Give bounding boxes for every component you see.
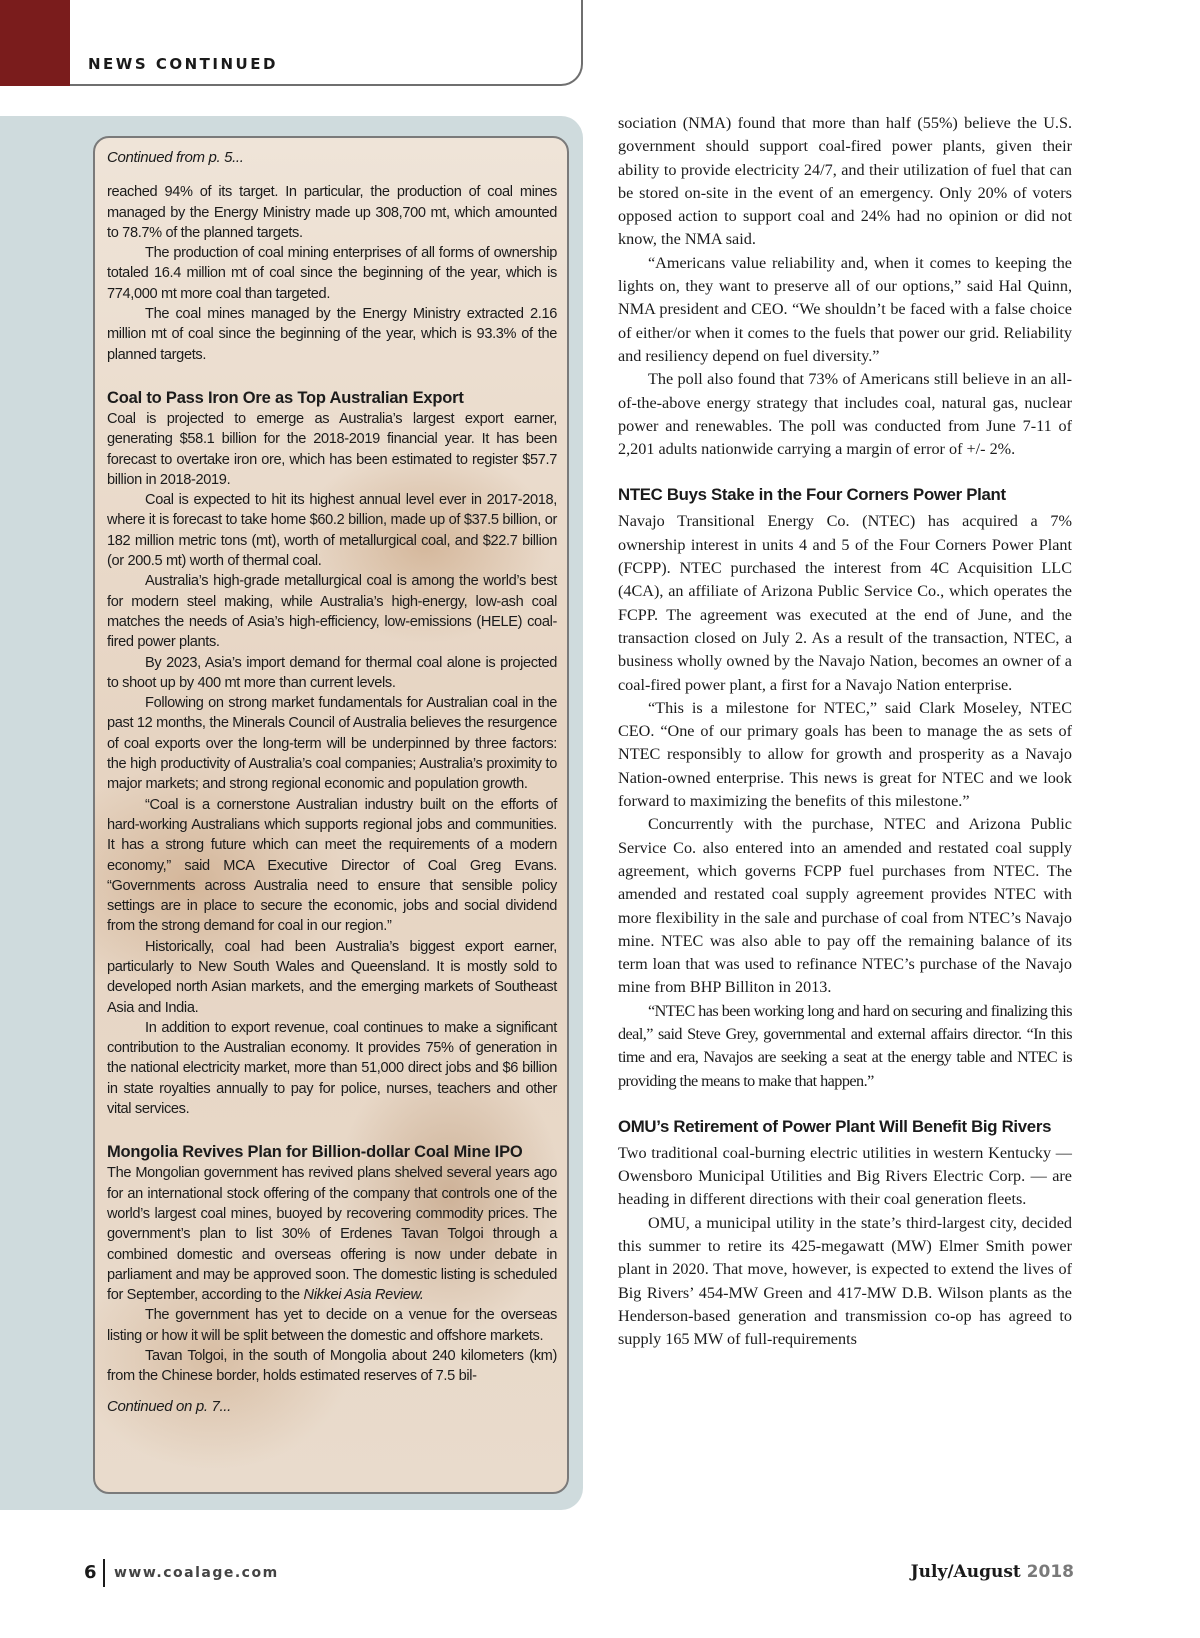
sidebar-headline-mongolia: Mongolia Revives Plan for Billion-dollar Coal Mine IPO xyxy=(107,1143,523,1162)
sidebar-paragraph: The production of coal mining enterprises of all forms of ownership totaled 16.4 million mt of coal since the beginning of the year, which is 774,000 mt more coal than targeted. xyxy=(107,245,557,302)
section-label: NEWS CONTINUED xyxy=(88,55,278,73)
sidebar-paragraph: Tavan Tolgoi, in the south of Mongolia about 240 kilometers (km) from the Chinese border, holds estimated reserves of 7.5 bil- xyxy=(107,1348,557,1385)
sidebar-paragraph: By 2023, Asia’s import demand for thermal coal alone is projected to shoot up by 400 mt more than current levels. xyxy=(107,654,557,691)
sidebar-paragraph: The coal mines managed by the Energy Ministry extracted 2.16 million mt of coal since the beginning of the year, which is 93.3% of the planned targets. xyxy=(107,306,557,363)
sidebar-panel xyxy=(93,136,569,1494)
sidebar-text: The Mongolian government has revived plans shelved several years ago for an international stock offering of the company that controls one of the world’s largest coal mines, buoyed by recovering commodity prices. The government’s plan to list 30% of Erdenes Tavan Tolgoi through a combined domestic and overseas offering is now under debate in parliament and may be approved soon. The domestic listing is scheduled for September, according to the xyxy=(107,1165,557,1304)
headline-omu: OMU’s Retirement of Power Plant Will Benefit Big Rivers xyxy=(618,1116,1052,1136)
footer-divider xyxy=(103,1559,105,1587)
sidebar-content xyxy=(107,148,557,1417)
sidebar-paragraph: Following on strong market fundamentals for Australian coal in the past 12 months, the Minerals Council of Australia believes the resurgence of coal exports over the long-term will be underpinned by three factors: the high productivity of Australia’s coal companies; Australia’s proximity to major markets; and strong regional economic and population growth. xyxy=(107,695,557,793)
article-paragraph: The poll also found that 73% of Americans still believe in an all-of-the-above energy strategy that includes coal, natural gas, nuclear power and renewables. The poll was conducted from June 7-11 of 2,201 adults nationwide carrying a margin of error of +/- 2%. xyxy=(618,370,1072,459)
article-paragraph: Two traditional coal-burning electric utilities in western Kentucky — Owensboro Municipal Utilities and Big Rivers Electric Corp. — are heading in different directions with their coal generation fleets. xyxy=(618,1143,1072,1209)
issue-month: July/August xyxy=(910,1562,1021,1582)
article-paragraph: “This is a milestone for NTEC,” said Clark Moseley, NTEC CEO. “One of our primary goals has been to manage the as sets of NTEC responsibly to allow for growth and prosperity as a Navajo Nation-owned enterprise. This news is great for NTEC and we look forward to maximizing the benefits of this milestone.” xyxy=(618,698,1072,811)
main-column xyxy=(618,112,1072,1352)
sidebar-paragraph: In addition to export revenue, coal continues to make a significant contribution to the Australian economy. It provides 75% of generation in the national electricity market, more than 51,000 direct jobs and $6 billion in state royalties annually to pay for police, nurses, teachers and other vital services. xyxy=(107,1019,557,1118)
sidebar-paragraph: Coal is expected to hit its highest annual level ever in 2017-2018, where it is forecast to take home $60.2 billion, made up of $37.5 billion, or 182 million metric tons (mt), worth of metallurgical coal, and $22.7 billion (or 200.5 mt) worth of thermal coal. xyxy=(107,492,557,570)
header-frame xyxy=(70,0,583,86)
sidebar-paragraph: Coal is projected to emerge as Australia’s largest export earner, generating $58.1 billion for the 2018-2019 financial year. It has been forecast to overtake iron ore, which has been estimated to register $57.7 billion in 2018-2019. xyxy=(107,410,557,488)
continued-on: Continued on p. 7... xyxy=(107,1397,231,1415)
sidebar-headline-australia: Coal to Pass Iron Ore as Top Australian Export xyxy=(107,388,464,407)
issue-date xyxy=(911,1562,1074,1582)
header-color-tab xyxy=(0,0,70,86)
publication-name: Nikkei Asia Review. xyxy=(303,1287,424,1304)
article-paragraph: sociation (NMA) found that more than half (55%) believe the U.S. government should support coal-fired power plants, given their ability to provide electricity 24/7, and their utilization of fuel that can be stored on-site in the event of an emergency. Only 20% of voters opposed action to support coal and 24% had no opinion or did not know, the NMA said. xyxy=(618,114,1072,249)
sidebar-paragraph xyxy=(107,1163,557,1305)
article-paragraph: Navajo Transitional Energy Co. (NTEC) has acquired a 7% ownership interest in units 4 and 5 of the Four Corners Power Plant (FCPP). NTEC purchased the interest from 4C Acquisition LLC (4CA), an affiliate of Arizona Public Service Co., which operates the FCPP. The agreement was executed at the end of June, and the transaction closed on July 2. As a result of the transaction, NTEC, a business wholly owned by the Navajo Nation, becomes an owner of a coal-fired power plant, a first for a Navajo Nation enterprise. xyxy=(618,512,1072,694)
issue-year: 2018 xyxy=(1026,1562,1074,1582)
headline-ntec: NTEC Buys Stake in the Four Corners Power Plant xyxy=(618,485,1006,505)
sidebar-paragraph: reached 94% of its target. In particular, the production of coal mines managed by the Energy Ministry made up 308,700 mt, which amounted to 78.7% of the planned targets. xyxy=(107,184,557,241)
article-paragraph: “NTEC has been working long and hard on securing and finalizing this deal,” said Steve Grey, governmental and external affairs director. “In this time and era, Navajos are seeking a seat at the energy table and NTEC is providing the means to make that happen.” xyxy=(618,1001,1072,1090)
website-link[interactable]: www.coalage.com xyxy=(114,1565,279,1581)
sidebar-paragraph: Australia’s high-grade metallurgical coal is among the world’s best for modern steel making, while Australia’s high-energy, low-ash coal matches the needs of Asia’s high-efficiency, low-emissions (HELE) coal-fired power plants. xyxy=(107,573,557,651)
sidebar-paragraph: The government has yet to decide on a venue for the overseas listing or how it will be split between the domestic and offshore markets. xyxy=(107,1307,557,1344)
article-paragraph: OMU, a municipal utility in the state’s third-largest city, decided this summer to retire its 425-megawatt (MW) Elmer Smith power plant in 2020. That move, however, is expected to extend the lives of Big Rivers’ 454-MW Green and 417-MW D.B. Wilson plants as the Henderson-based generation and transmission co-op has agreed to supply 165 MW of full-requirements xyxy=(618,1213,1072,1349)
continued-from: Continued from p. 5... xyxy=(107,149,244,166)
article-paragraph: Concurrently with the purchase, NTEC and Arizona Public Service Co. also entered into an amended and restated coal supply agreement, which governs FCPP fuel purchases from NTEC. The amended and restated coal supply agreement provides NTEC with more flexibility in the sale and purchase of coal from NTEC’s Navajo mine. NTEC was also able to pay off the remaining balance of its term loan that was used to refinance NTEC’s purchase of the Navajo mine from BHP Billiton in 2013. xyxy=(618,815,1072,997)
page-footer xyxy=(84,1562,1074,1592)
sidebar-paragraph: Historically, coal had been Australia’s biggest export earner, particularly to New South Wales and Queensland. It is mostly sold to developed north Asian markets, and the emerging markets of Southeast Asia and India. xyxy=(107,938,557,1016)
page-number: 6 xyxy=(84,1562,97,1583)
article-paragraph: “Americans value reliability and, when it comes to keeping the lights on, they want to preserve all of our options,” said Hal Quinn, NMA president and CEO. “We shouldn’t be faced with a false choice of either/or when it comes to the fuels that power our grid. Reliability and resiliency depend on fuel diversity.” xyxy=(618,253,1072,365)
sidebar-paragraph: “Coal is a cornerstone Australian industry built on the efforts of hard-working Australians which supports regional jobs and communities. It has a strong future which can meet the requirements of a modern economy,” said MCA Executive Director of Coal Greg Evans. “Governments across Australia need to ensure that sensible policy settings are in place to secure the economic, jobs and social dividend from the strong demand for coal in our region.” xyxy=(107,796,557,935)
